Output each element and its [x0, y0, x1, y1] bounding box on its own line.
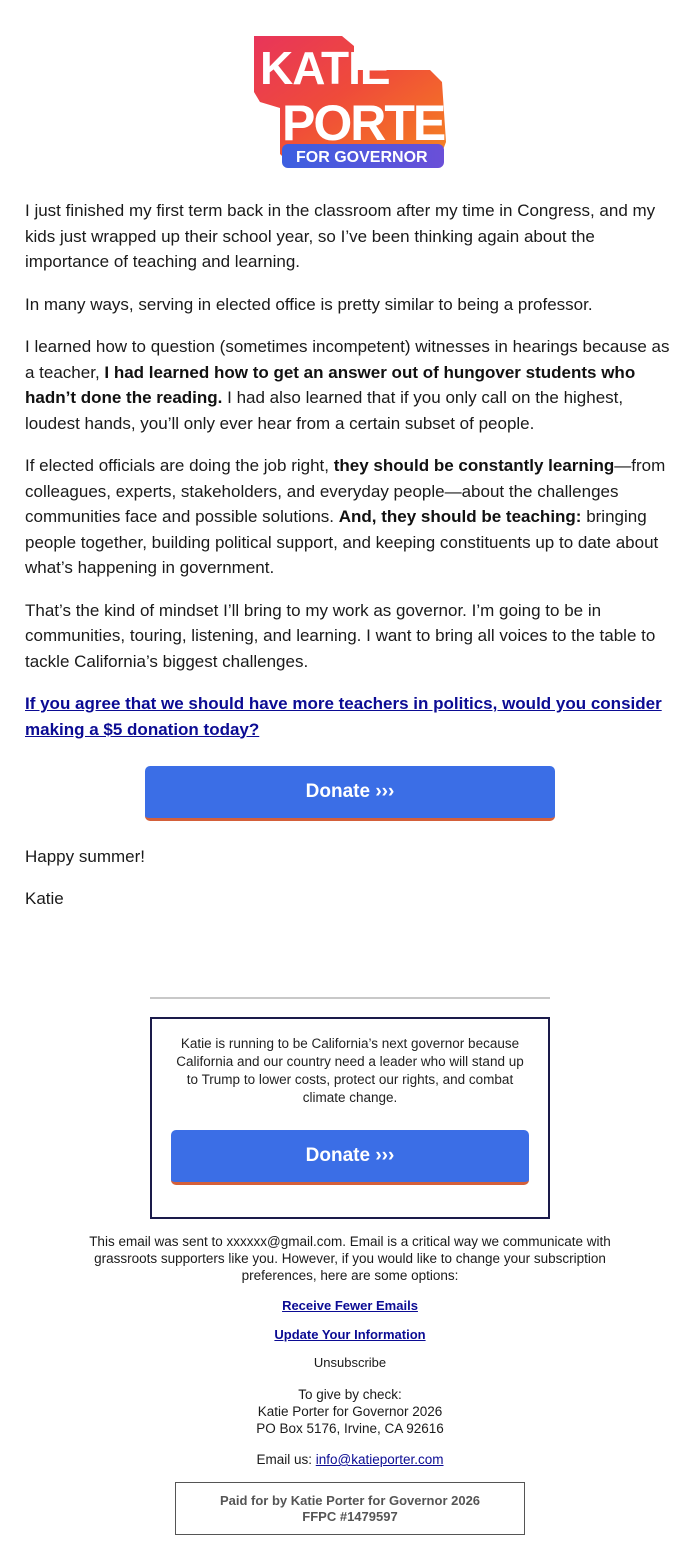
logo-graphic [250, 32, 479, 172]
email-body [25, 198, 675, 759]
donate-button-secondary[interactable]: Donate ››› [171, 1130, 529, 1185]
bold-phrase: they should be constantly learning [333, 456, 615, 475]
check-instructions [60, 1386, 640, 1437]
ffpc-number: FFPC #1479597 [302, 1508, 398, 1524]
divider [150, 997, 550, 999]
campaign-info-box [150, 1017, 550, 1219]
email-label: Email us: [256, 1452, 316, 1467]
paragraph-4: If elected officials are doing the job right, they should be constantly learning—from colleagues, experts, stakeholders, and everyday people—about the challenges communities face and possible solutions. And, they should be teaching: bringing people together, building political support, and keeping constituents up to date about what’s happening in government. [25, 456, 666, 577]
update-information-link[interactable]: Update Your Information [274, 1327, 426, 1342]
donate-button[interactable]: Donate ››› [145, 766, 555, 821]
paragraph-cta [25, 691, 675, 742]
campaign-statement: Katie is running to be California’s next governor because California and our country need a leader who will stand up to Trump to lower costs, protect our rights, and combat climate change. [176, 1036, 524, 1105]
contact-email-row [60, 1451, 640, 1468]
footer-link-row [60, 1326, 640, 1343]
logo-text-katie: KATIE [260, 42, 390, 94]
check-label: To give by check: [298, 1387, 402, 1402]
subscription-notice: This email was sent to xxxxxx@gmail.com. Email is a critical way we communicate with grassroots supporters like you. However, if you would like to change your subscription preferences, here are some options: [89, 1234, 611, 1283]
bold-phrase: And, they should be teaching: [338, 507, 582, 526]
contact-email-link[interactable]: info@katieporter.com [315, 1452, 444, 1467]
check-address: PO Box 5176, Irvine, CA 92616 [256, 1421, 444, 1436]
paid-for-line: Paid for by Katie Porter for Governor 2026 [219, 1492, 481, 1508]
logo-text-porter: PORTER [282, 95, 479, 151]
paragraph-1: I just finished my first term back in the classroom after my time in Congress, and my kids just wrapped up their school year, so I’ve been thinking again about the importance of teaching and learning. [25, 201, 656, 271]
campaign-logo [250, 32, 479, 172]
paragraph-3: I learned how to question (sometimes incompetent) witnesses in hearings because as a teacher, I had learned how to get an answer out of hungover students who hadn’t done the reading. I had also learned that if you only call on the highest, loudest hands, you’ll only ever hear from a certain subset of people. [25, 337, 670, 433]
logo-text-for-governor: FOR GOVERNOR [296, 149, 428, 166]
paragraph-2: In many ways, serving in elected office is pretty similar to being a professor. [25, 294, 593, 314]
bold-phrase: I had learned how to get an answer out of hungover students who hadn’t done the reading. [25, 362, 636, 407]
unsubscribe-link[interactable]: Unsubscribe [313, 1355, 387, 1370]
receive-fewer-emails-link[interactable]: Receive Fewer Emails [282, 1298, 418, 1313]
paid-for-disclaimer [175, 1482, 525, 1535]
footer-link-row [60, 1297, 640, 1314]
check-payee: Katie Porter for Governor 2026 [257, 1404, 443, 1419]
signoff-name: Katie [25, 889, 64, 908]
signoff-greeting: Happy summer! [25, 847, 145, 866]
paragraph-5: That’s the kind of mindset I’ll bring to my work as governor. I’m going to be in communities, touring, listening, and learning. I want to bring all voices to the table to tackle California’s biggest challenges. [25, 600, 656, 671]
donation-cta-link[interactable]: If you agree that we should have more teachers in politics, would you consider making a $5 donation today? [25, 694, 662, 739]
